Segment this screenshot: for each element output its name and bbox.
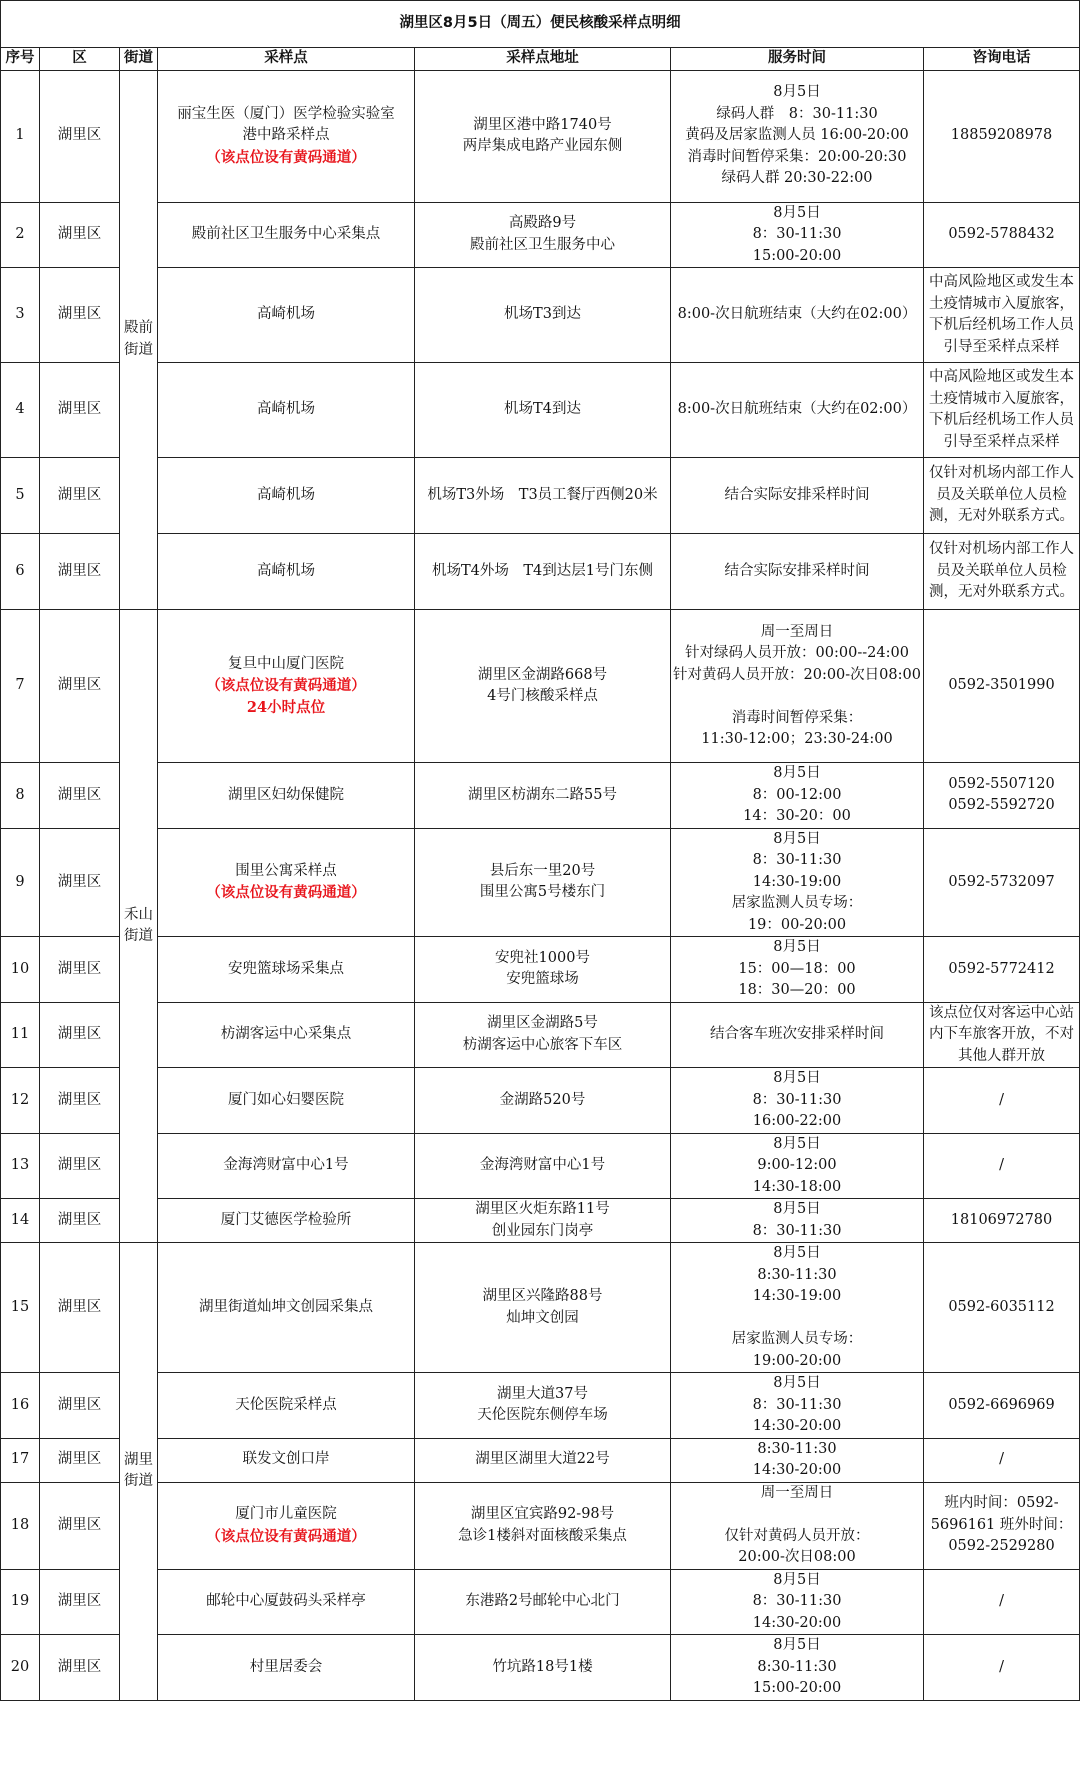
- service-hours-cell: [671, 363, 924, 458]
- address-cell: [415, 458, 671, 534]
- service-hours-line: 8：30-11:30: [752, 1593, 842, 1609]
- site-name-line: 湖里街道灿坤文创园采集点: [199, 1298, 373, 1315]
- site-name-line: 港中路采样点: [242, 127, 330, 144]
- service-hours-line: 8：30-11:30: [752, 852, 842, 868]
- site-cell: [158, 534, 415, 610]
- service-hours-line: 19：00-20:00: [747, 916, 847, 933]
- service-hours-line: 11:30-12:00；23:30-24:00: [701, 731, 893, 747]
- service-hours-line: 14:30-20:00: [752, 1614, 842, 1631]
- service-hours-line: 8月5日: [773, 830, 821, 847]
- service-hours-line: 黄码及居家监测人员 16:00-20:00: [685, 127, 909, 144]
- site-name-line: 高崎机场: [257, 401, 315, 418]
- address-line: 湖里区金湖路5号: [487, 1015, 598, 1032]
- service-hours-line: 8：30-11:30: [752, 1396, 842, 1413]
- service-hours-cell: [671, 763, 924, 829]
- site-cell: [158, 1068, 415, 1134]
- service-hours-line: 15：00—18：00: [738, 960, 856, 977]
- service-hours-line: 8月5日: [773, 765, 821, 781]
- header-site: 采样点: [158, 48, 415, 71]
- address-cell: [415, 534, 671, 610]
- site-name-line: 安兜篮球场采集点: [228, 960, 344, 977]
- site-name-line: 邮轮中心厦鼓码头采样亭: [206, 1593, 366, 1609]
- address-line: 殿前社区卫生服务中心: [470, 236, 615, 253]
- header-row: [1, 48, 1080, 71]
- site-name-line: 湖里区妇幼保健院: [228, 786, 344, 803]
- service-hours-line: 14:30-19:00: [752, 1288, 842, 1304]
- contact-phone-cell: 0592-5772412: [924, 937, 1080, 1003]
- district-cell: 湖里区: [40, 1373, 120, 1439]
- site-name-line: 天伦医院采样点: [235, 1396, 337, 1413]
- table-row: [1, 610, 1080, 763]
- district-cell: 湖里区: [40, 70, 120, 202]
- address-cell: [415, 1133, 671, 1199]
- title-row: [1, 1, 1080, 48]
- district-cell: 湖里区: [40, 763, 120, 829]
- table-row: [1, 1373, 1080, 1439]
- service-hours-line: 8月5日: [773, 1637, 821, 1653]
- table-row: [1, 1133, 1080, 1199]
- site-cell: [158, 458, 415, 534]
- contact-phone-cell: /: [924, 1438, 1080, 1482]
- row-number: 18: [1, 1482, 40, 1569]
- site-name-line: （该点位设有黄码通道）: [206, 1527, 366, 1545]
- service-hours-line: 8:30-11:30: [757, 1266, 837, 1283]
- site-cell: [158, 268, 415, 363]
- service-hours-cell: [671, 1068, 924, 1134]
- address-line: 湖里区火炬东路11号: [475, 1201, 610, 1217]
- service-hours-cell: [671, 458, 924, 534]
- address-cell: [415, 610, 671, 763]
- row-number: 15: [1, 1243, 40, 1373]
- district-cell: 湖里区: [40, 1133, 120, 1199]
- table-row: [1, 763, 1080, 829]
- contact-phone-cell: 0592-5732097: [924, 828, 1080, 937]
- address-cell: [415, 1482, 671, 1569]
- address-cell: [415, 828, 671, 937]
- service-hours-line: 14:30-20:00: [752, 1418, 842, 1434]
- service-hours-line: 8月5日: [773, 1070, 821, 1086]
- contact-phone-cell: 仅针对机场内部工作人员及关联单位人员检测，无对外联系方式。: [924, 534, 1080, 610]
- service-hours-line: 8月5日: [773, 204, 821, 221]
- address-line: 天伦医院东侧停车场: [477, 1407, 608, 1424]
- service-hours-line: 8月5日: [773, 84, 821, 101]
- service-hours-line: [673, 686, 921, 708]
- row-number: 9: [1, 828, 40, 937]
- district-cell: 湖里区: [40, 937, 120, 1003]
- service-hours-cell: [671, 828, 924, 937]
- address-line: 机场T4外场 T4到达层1号门东侧: [431, 562, 654, 579]
- row-number: 14: [1, 1199, 40, 1243]
- service-hours-cell: [671, 1635, 924, 1701]
- row-number: 7: [1, 610, 40, 763]
- service-hours-line: 8月5日: [773, 1375, 821, 1391]
- site-name-line: 厦门艾德医学检验所: [220, 1211, 352, 1228]
- site-name-line: 高崎机场: [257, 486, 315, 503]
- address-line: 湖里区港中路1740号: [473, 116, 612, 133]
- district-cell: 湖里区: [40, 828, 120, 937]
- table-row: [1, 1438, 1080, 1482]
- table-row: [1, 268, 1080, 363]
- service-hours-cell: [671, 610, 924, 763]
- site-cell: [158, 70, 415, 202]
- service-hours-line: 14：30-20：00: [743, 808, 851, 824]
- row-number: 16: [1, 1373, 40, 1439]
- contact-phone-cell: 0592-6696969: [924, 1373, 1080, 1439]
- service-hours-line: 结合实际安排采样时间: [724, 486, 870, 503]
- site-name-line: （该点位设有黄码通道）: [206, 884, 366, 902]
- site-name-line: （该点位设有黄码通道）: [206, 677, 366, 695]
- contact-phone-cell: /: [924, 1133, 1080, 1199]
- address-line: 湖里区枋湖东二路55号: [468, 786, 617, 803]
- district-cell: 湖里区: [40, 1068, 120, 1134]
- address-line: 湖里区宜宾路92-98号: [470, 1506, 615, 1522]
- site-name-line: （该点位设有黄码通道）: [206, 148, 366, 166]
- row-number: 12: [1, 1068, 40, 1134]
- service-hours-line: 14:30-19:00: [752, 873, 842, 890]
- service-hours-line: 周一至周日: [760, 1484, 834, 1501]
- address-cell: [415, 763, 671, 829]
- contact-phone-cell: 该点位仅对客运中心站内下车旅客开放，不对其他人群开放: [924, 1002, 1080, 1068]
- table-row: [1, 1635, 1080, 1701]
- site-cell: [158, 202, 415, 268]
- address-line: 急诊1楼斜对面核酸采集点: [458, 1527, 627, 1544]
- service-hours-line: 居家监测人员专场：: [731, 895, 863, 911]
- service-hours-line: [673, 1504, 921, 1526]
- header-no: 序号: [1, 48, 40, 71]
- district-cell: 湖里区: [40, 1569, 120, 1635]
- service-hours-line: 居家监测人员专场：: [731, 1331, 863, 1347]
- site-cell: [158, 1438, 415, 1482]
- site-name-line: 村里居委会: [249, 1658, 323, 1675]
- service-hours-line: 绿码人群 8：30-11:30: [716, 105, 878, 122]
- district-cell: 湖里区: [40, 1438, 120, 1482]
- service-hours-line: 8：00-12:00: [752, 786, 842, 803]
- service-hours-line: 针对黄码人员开放：20:00-次日08:00: [673, 666, 921, 683]
- service-hours-cell: [671, 534, 924, 610]
- street-cell: [120, 610, 158, 1243]
- table-row: [1, 1199, 1080, 1243]
- district-cell: 湖里区: [40, 610, 120, 763]
- header-phone: 咨询电话: [924, 48, 1080, 71]
- site-cell: [158, 363, 415, 458]
- district-cell: 湖里区: [40, 1243, 120, 1373]
- service-hours-line: 8:00-次日航班结束（大约在02:00）: [677, 306, 917, 323]
- service-hours-line: 14:30-20:00: [752, 1462, 842, 1478]
- service-hours-line: 8月5日: [773, 1571, 821, 1588]
- contact-phone-cell: 0592-5507120 0592-5592720: [924, 763, 1080, 829]
- service-hours-line: 20:00-次日08:00: [738, 1549, 856, 1565]
- row-number: 11: [1, 1002, 40, 1068]
- address-line: 安兜社1000号: [495, 949, 590, 966]
- address-line: 灿坤文创园: [506, 1309, 579, 1326]
- service-hours-cell: [671, 1243, 924, 1373]
- header-hours: 服务时间: [671, 48, 924, 71]
- site-name-line: 金海湾财富中心1号: [223, 1157, 349, 1173]
- address-cell: [415, 937, 671, 1003]
- service-hours-cell: [671, 1569, 924, 1635]
- contact-phone-cell: 中高风险地区或发生本土疫情城市入厦旅客，下机后经机场工作人员引导至采样点采样: [924, 363, 1080, 458]
- service-hours-line: 15:00-20:00: [752, 247, 842, 264]
- street-name: 湖里街道: [124, 1451, 153, 1490]
- service-hours-line: 8:00-次日航班结束（大约在02:00）: [677, 401, 917, 418]
- service-hours-line: 19:00-20:00: [752, 1352, 842, 1369]
- table-row: [1, 1068, 1080, 1134]
- address-line: 机场T3到达: [504, 306, 581, 323]
- address-cell: [415, 1068, 671, 1134]
- row-number: 1: [1, 70, 40, 202]
- district-cell: 湖里区: [40, 1199, 120, 1243]
- service-hours-line: 结合客车班次安排采样时间: [710, 1026, 884, 1042]
- site-cell: [158, 828, 415, 937]
- table-row: [1, 1243, 1080, 1373]
- row-number: 17: [1, 1438, 40, 1482]
- district-cell: 湖里区: [40, 534, 120, 610]
- address-line: 东港路2号邮轮中心北门: [465, 1593, 620, 1609]
- service-hours-line: 8:30-11:30: [757, 1658, 837, 1675]
- address-cell: [415, 268, 671, 363]
- address-cell: [415, 70, 671, 202]
- service-hours-line: 8：30-11:30: [752, 226, 842, 242]
- header-street: 街道: [120, 48, 158, 71]
- table-row: [1, 202, 1080, 268]
- address-line: 县后东一里20号: [489, 862, 596, 879]
- service-hours-line: 14:30-18:00: [752, 1178, 842, 1195]
- service-hours-cell: [671, 70, 924, 202]
- district-cell: 湖里区: [40, 363, 120, 458]
- address-line: 竹坑路18号1楼: [492, 1658, 593, 1675]
- service-hours-line: [673, 1308, 921, 1330]
- contact-phone-cell: 18106972780: [924, 1199, 1080, 1243]
- site-name-line: 联发文创口岸: [242, 1451, 330, 1468]
- row-number: 19: [1, 1569, 40, 1635]
- row-number: 5: [1, 458, 40, 534]
- service-hours-line: 15:00-20:00: [752, 1680, 842, 1696]
- row-number: 20: [1, 1635, 40, 1701]
- address-line: 湖里大道37号: [497, 1385, 588, 1402]
- table-row: [1, 1002, 1080, 1068]
- header-address: 采样点地址: [415, 48, 671, 71]
- address-line: 湖里区兴隆路88号: [482, 1288, 603, 1304]
- row-number: 3: [1, 268, 40, 363]
- site-name-line: 复旦中山厦门医院: [228, 655, 344, 672]
- service-hours-cell: [671, 1002, 924, 1068]
- service-hours-line: 16:00-22:00: [752, 1113, 842, 1129]
- site-name-line: 枋湖客运中心采集点: [220, 1026, 352, 1042]
- row-number: 6: [1, 534, 40, 610]
- site-name-line: 丽宝生医（厦门）医学检验实验室: [177, 105, 395, 122]
- service-hours-cell: [671, 937, 924, 1003]
- row-number: 4: [1, 363, 40, 458]
- address-cell: [415, 1569, 671, 1635]
- address-cell: [415, 1199, 671, 1243]
- address-line: 机场T4到达: [504, 401, 581, 418]
- table-row: [1, 70, 1080, 202]
- site-cell: [158, 937, 415, 1003]
- table-row: [1, 363, 1080, 458]
- street-name: 禾山街道: [124, 906, 153, 944]
- table-row: [1, 458, 1080, 534]
- service-hours-cell: [671, 1373, 924, 1439]
- contact-phone-cell: /: [924, 1569, 1080, 1635]
- service-hours-line: 8月5日: [773, 1245, 821, 1261]
- contact-phone-cell: 班内时间：0592-5696161 班外时间：0592-2529280: [924, 1482, 1080, 1569]
- service-hours-line: 8：30-11:30: [752, 1222, 842, 1239]
- service-hours-line: 绿码人群 20:30-22:00: [721, 170, 873, 187]
- site-cell: [158, 1569, 415, 1635]
- row-number: 13: [1, 1133, 40, 1199]
- site-cell: [158, 1002, 415, 1068]
- service-hours-cell: [671, 202, 924, 268]
- service-hours-line: 周一至周日: [760, 623, 834, 640]
- site-name-line: 围里公寓采样点: [235, 862, 337, 879]
- service-hours-line: 针对绿码人员开放：00:00--24:00: [685, 645, 909, 661]
- row-number: 2: [1, 202, 40, 268]
- district-cell: 湖里区: [40, 1482, 120, 1569]
- address-line: 金海湾财富中心1号: [479, 1157, 606, 1173]
- table-row: [1, 937, 1080, 1003]
- address-cell: [415, 1002, 671, 1068]
- contact-phone-cell: /: [924, 1635, 1080, 1701]
- address-cell: [415, 1635, 671, 1701]
- address-line: 高殿路9号: [508, 215, 577, 232]
- contact-phone-cell: 仅针对机场内部工作人员及关联单位人员检测，无对外联系方式。: [924, 458, 1080, 534]
- street-cell: [120, 1243, 158, 1701]
- site-name-line: 24小时点位: [246, 698, 326, 716]
- site-cell: [158, 1482, 415, 1569]
- site-cell: [158, 1133, 415, 1199]
- contact-phone-cell: 中高风险地区或发生本土疫情城市入厦旅客，下机后经机场工作人员引导至采样点采样: [924, 268, 1080, 363]
- district-cell: 湖里区: [40, 458, 120, 534]
- district-cell: 湖里区: [40, 268, 120, 363]
- site-cell: [158, 1199, 415, 1243]
- address-cell: [415, 363, 671, 458]
- header-district: 区: [40, 48, 120, 71]
- district-cell: 湖里区: [40, 1635, 120, 1701]
- contact-phone-cell: /: [924, 1068, 1080, 1134]
- site-name-line: 殿前社区卫生服务中心采集点: [191, 226, 381, 242]
- street-name: 殿前街道: [124, 320, 153, 358]
- page-title: 湖里区8月5日（周五）便民核酸采样点明细: [1, 1, 1080, 48]
- address-line: 金湖路520号: [499, 1091, 586, 1108]
- service-hours-cell: [671, 1438, 924, 1482]
- address-line: 两岸集成电路产业园东侧: [462, 138, 623, 154]
- contact-phone-cell: 0592-3501990: [924, 610, 1080, 763]
- service-hours-line: 结合实际安排采样时间: [724, 562, 870, 579]
- site-cell: [158, 1635, 415, 1701]
- site-cell: [158, 1243, 415, 1373]
- contact-phone-cell: 0592-5788432: [924, 202, 1080, 268]
- service-hours-line: 消毒时间暂停采集：: [731, 709, 863, 726]
- address-line: 4号门核酸采样点: [487, 688, 598, 704]
- address-line: 湖里区金湖路668号: [477, 666, 608, 683]
- street-cell: [120, 70, 158, 610]
- site-cell: [158, 763, 415, 829]
- service-hours-cell: [671, 1482, 924, 1569]
- address-cell: [415, 1243, 671, 1373]
- table-row: [1, 828, 1080, 937]
- site-cell: [158, 610, 415, 763]
- address-cell: [415, 1438, 671, 1482]
- contact-phone-cell: 18859208978: [924, 70, 1080, 202]
- district-cell: 湖里区: [40, 202, 120, 268]
- site-name-line: 厦门市儿童医院: [235, 1506, 337, 1522]
- address-line: 安兜篮球场: [506, 971, 579, 988]
- service-hours-cell: [671, 1199, 924, 1243]
- address-line: 枋湖客运中心旅客下车区: [462, 1036, 623, 1053]
- address-line: 创业园东门岗亭: [491, 1222, 594, 1239]
- service-hours-line: 8月5日: [773, 939, 821, 955]
- service-hours-cell: [671, 268, 924, 363]
- address-line: 机场T3外场 T3员工餐厅西侧20米: [427, 486, 658, 503]
- service-hours-line: 8：30-11:30: [752, 1091, 842, 1108]
- address-cell: [415, 1373, 671, 1439]
- service-hours-line: 18：30—20：00: [738, 982, 856, 998]
- address-line: 湖里区湖里大道22号: [475, 1451, 610, 1468]
- service-hours-line: 消毒时间暂停采集：20:00-20:30: [687, 148, 907, 165]
- contact-phone-cell: 0592-6035112: [924, 1243, 1080, 1373]
- service-hours-line: 8:30-11:30: [757, 1440, 837, 1457]
- district-cell: 湖里区: [40, 1002, 120, 1068]
- service-hours-line: 8月5日: [773, 1135, 821, 1152]
- site-name-line: 高崎机场: [257, 306, 315, 323]
- site-name-line: 高崎机场: [257, 562, 315, 579]
- address-cell: [415, 202, 671, 268]
- address-line: 围里公寓5号楼东门: [479, 884, 606, 901]
- service-hours-line: 9:00-12:00: [757, 1157, 837, 1173]
- table-row: [1, 1482, 1080, 1569]
- table-row: [1, 534, 1080, 610]
- site-name-line: 厦门如心妇婴医院: [228, 1091, 344, 1108]
- service-hours-line: 仅针对黄码人员开放：: [724, 1527, 870, 1544]
- table-row: [1, 1569, 1080, 1635]
- site-cell: [158, 1373, 415, 1439]
- service-hours-line: 8月5日: [773, 1201, 821, 1217]
- service-hours-cell: [671, 1133, 924, 1199]
- row-number: 10: [1, 937, 40, 1003]
- row-number: 8: [1, 763, 40, 829]
